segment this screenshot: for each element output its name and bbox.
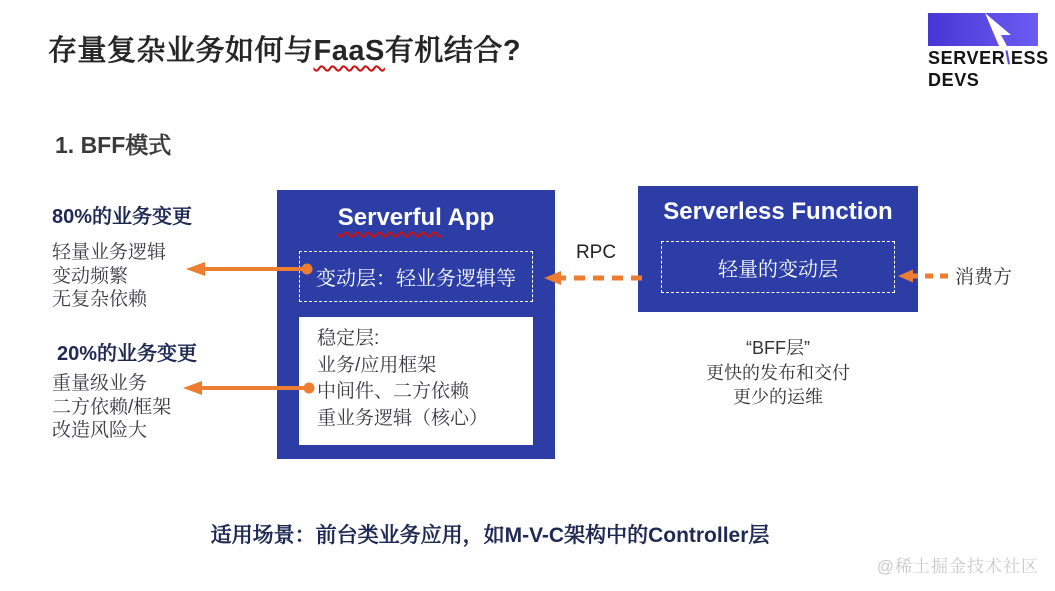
note-20-percent-lines bbox=[52, 372, 171, 443]
bff-note-line: 更少的运维 bbox=[733, 387, 823, 407]
change-layer-box bbox=[299, 251, 533, 302]
serverless-function-title: Serverless Function bbox=[663, 198, 893, 225]
consumer-label: 消费方 bbox=[955, 267, 1013, 288]
watermark: @稀土掘金技术社区 bbox=[876, 557, 1039, 576]
change-layer-label: 变动层：轻业务逻辑等 bbox=[316, 268, 516, 290]
stable-layer-line: 重业务逻辑（核心） bbox=[317, 407, 489, 429]
note-line: 二方依赖/框架 bbox=[52, 396, 172, 418]
stable-layer-box bbox=[299, 317, 533, 445]
light-change-layer-label: 轻量的变动层 bbox=[718, 258, 838, 281]
cursor-icon bbox=[928, 13, 1038, 46]
stable-layer-line: 业务/应用框架 bbox=[317, 354, 437, 376]
stable-layer-line: 稳定层: bbox=[317, 328, 380, 349]
stable-layer-line: 中间件、二方依赖 bbox=[317, 381, 470, 402]
consumer-dashed-arrow-icon bbox=[898, 266, 950, 286]
serverless-devs-logo bbox=[928, 13, 1049, 90]
note-line: 无复杂依赖 bbox=[52, 289, 148, 310]
change-layer-arrow-icon bbox=[186, 258, 314, 280]
serverful-app-box bbox=[277, 190, 555, 459]
page-title-suffix: 有机结合? bbox=[384, 35, 522, 67]
footer-note: 适用场景：前台类业务应用，如M-V-C架构中的Controller层 bbox=[210, 524, 770, 547]
section-heading: 1. BFF模式 bbox=[55, 132, 172, 158]
stable-layer-lines bbox=[299, 317, 533, 432]
serverful-title-word: App bbox=[441, 204, 495, 231]
note-line: 变动频繁 bbox=[52, 265, 129, 287]
note-80-percent-lines bbox=[52, 241, 166, 312]
bff-note bbox=[638, 336, 918, 410]
logo-slash-glyph: \ bbox=[1005, 48, 1011, 68]
logo-text-server: SERVER bbox=[928, 48, 1006, 68]
stable-layer-arrow-icon bbox=[183, 377, 316, 399]
logo-wordmark-line2: DEVS bbox=[928, 70, 980, 90]
logo-text-ess: ESS bbox=[1010, 48, 1049, 68]
page-title-highlight: FaaS bbox=[313, 35, 385, 67]
page-title bbox=[48, 28, 521, 69]
rpc-label: RPC bbox=[575, 242, 617, 263]
rpc-dashed-arrow-icon bbox=[544, 268, 644, 288]
light-change-layer-box bbox=[661, 241, 895, 293]
bff-note-line: “BFF层” bbox=[746, 338, 810, 358]
bff-note-line: 更快的发布和交付 bbox=[706, 362, 850, 383]
logo-wordmark-line1 bbox=[928, 48, 1049, 68]
serverful-title-word: Serverful bbox=[337, 204, 442, 231]
note-line: 重量级业务 bbox=[52, 373, 148, 394]
page-title-prefix: 存量复杂业务如何与 bbox=[48, 35, 314, 67]
note-80-percent-heading: 80%的业务变更 bbox=[52, 206, 193, 228]
logo-banner bbox=[928, 13, 1038, 46]
serverful-app-title bbox=[277, 204, 555, 232]
note-20-percent-heading: 20%的业务变更 bbox=[57, 343, 198, 365]
note-line: 改造风险大 bbox=[52, 420, 148, 441]
serverless-function-box bbox=[638, 186, 918, 312]
note-line: 轻量业务逻辑 bbox=[52, 242, 167, 263]
